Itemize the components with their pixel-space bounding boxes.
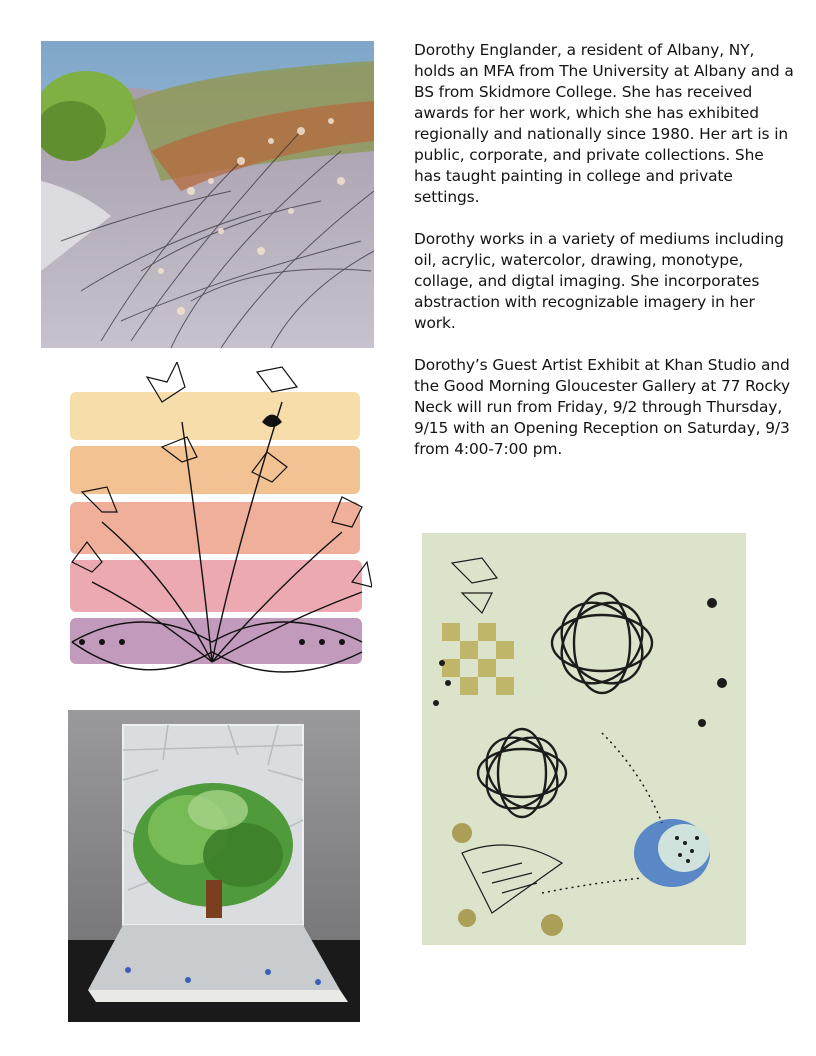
flower-ink-drawing	[62, 362, 372, 698]
abstract-flower-painting-graphic	[422, 533, 746, 945]
landscape-painting-graphic	[41, 41, 374, 348]
landscape-painting	[41, 41, 374, 348]
artist-bio	[414, 40, 794, 481]
bio-paragraph-background: Dorothy Englander, a resident of Albany, NY, holds an MFA from The University at Albany and a BS from Skidmore College. She has received awards for her work, which she has exhibited regionally and nationally since 1980. Her art is in public, corporate, and private collections. She has taught painting in college and private settings.	[414, 41, 794, 206]
abstract-flower-painting	[422, 533, 746, 945]
bio-paragraph-mediums: Dorothy works in a variety of mediums including oil, acrylic, watercolor, drawing, monotype, collage, and digtal imaging. She incorporates abstraction with recognizable imagery in her work.	[414, 230, 784, 332]
bio-paragraph-exhibit: Dorothy’s Guest Artist Exhibit at Khan Studio and the Good Morning Gloucester Gallery at 77 Rocky Neck will run from Friday, 9/2 through Thursday, 9/15 with an Opening Reception on Saturday, 9/3 from 4:00-7:00 pm.	[414, 356, 791, 458]
flower-ink-drawing-graphic	[62, 362, 372, 698]
mosaic-tree-photo-graphic	[68, 710, 360, 1022]
mosaic-tree-photo	[68, 710, 360, 1022]
